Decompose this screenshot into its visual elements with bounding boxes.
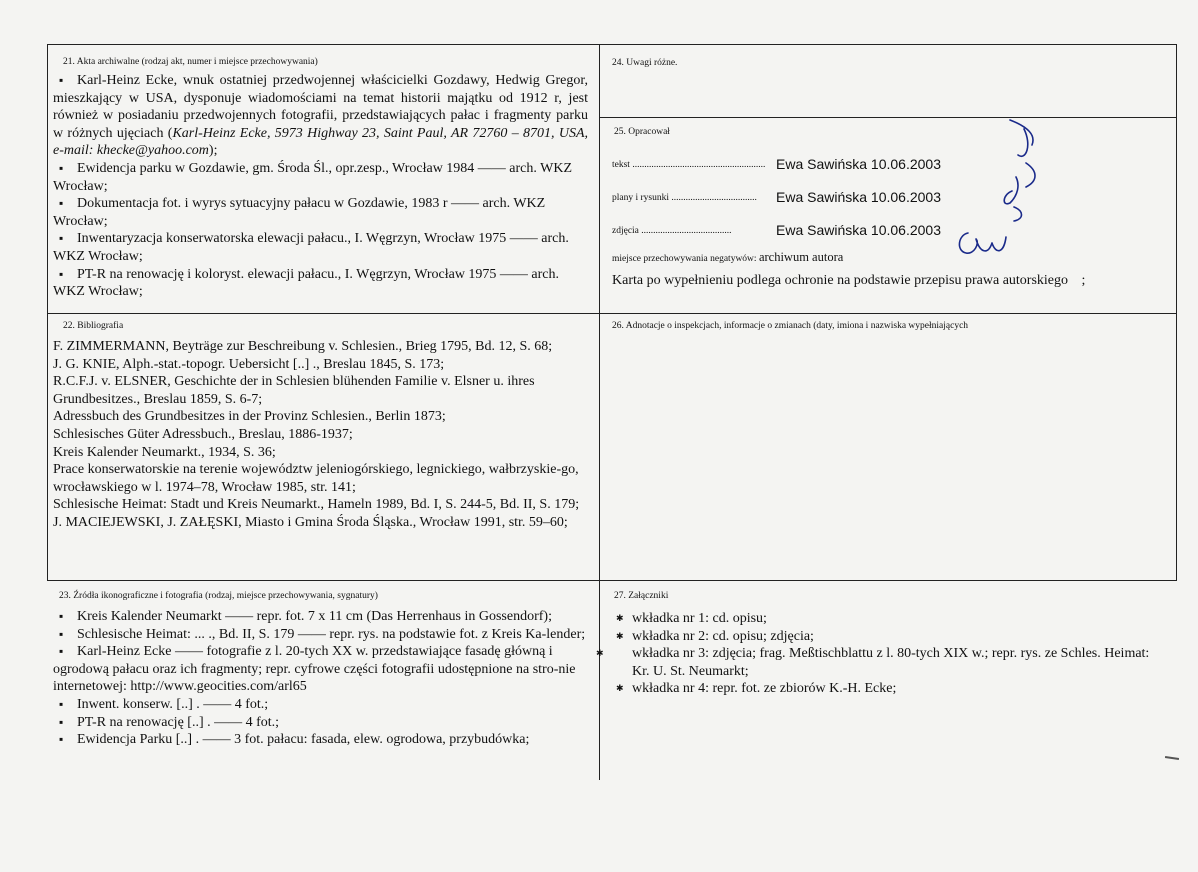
section-21 xyxy=(53,56,588,301)
bibliography-entry: Adressbuch des Grundbesitzes in der Provinz Schlesien., Berlin 1873; xyxy=(53,409,446,425)
row-zdjecia xyxy=(612,222,1172,238)
section-22-heading: 22. Bibliografia xyxy=(63,321,124,331)
handwritten-signature xyxy=(940,115,1055,275)
list-item: ▪ Karl-Heinz Ecke —— fotografie z l. 20-tych XX w. przedstawiające fasadę główną i ogrodową pałacu oraz ich fragmenty; repr. cyfrowe części fotografii udostępnione na stro-nie internetowej: http://www.geocities.com/arl65 xyxy=(53,643,590,696)
section-22 xyxy=(53,320,590,532)
zdjecia-value: Ewa Sawińska 10.06.2003 xyxy=(776,222,941,238)
attachment-item: ✱ wkładka nr 1: cd. opisu; xyxy=(612,610,1167,628)
list-item: ▪ PT-R na renowację [..] . —— 4 fot.; xyxy=(53,714,590,732)
copyright-note-text: Karta po wypełnieniu podlega ochronie na podstawie przepisu prawa autorskiego xyxy=(612,273,1069,288)
section-27-heading: 27. Załączniki xyxy=(614,591,669,601)
bibliography-entry: J. MACIEJEWSKI, J. ZAŁĘSKI, Miasto i Gmina Środa Śląska., Wrocław 1991, str. 59–60; xyxy=(53,514,568,530)
dots: .................................... xyxy=(671,193,757,203)
plany-label: plany i rysunki xyxy=(612,193,669,203)
list-item: ▪ Kreis Kalender Neumarkt —— repr. fot. 7 x 11 cm (Das Herrenhaus in Gossendorf); xyxy=(53,608,590,626)
bibliography-entry: Schlesisches Güter Adressbuch., Breslau, 1886-1937; xyxy=(53,426,353,442)
section-26-heading: 26. Adnotacje o inspekcjach, informacje o zmianach (daty, imiona i nazwiska wypełniających xyxy=(612,321,969,331)
tekst-value: Ewa Sawińska 10.06.2003 xyxy=(776,156,941,172)
list-item: ▪ Inwent. konserw. [..] . —— 4 fot.; xyxy=(53,696,590,714)
list-item: ▪ Inwentaryzacja konserwatorska elewacji pałacu., I. Węgrzyn, Wrocław 1975 —— arch. WKZ Wrocław; xyxy=(53,230,588,265)
copyright-note-end: ; xyxy=(1081,273,1086,288)
bibliography-entry: J. G. KNIE, Alph.-stat.-topogr. Uebersicht [..] ., Breslau 1845, S. 173; xyxy=(53,356,445,372)
section-23-heading: 23. Źródła ikonograficzne i fotografia (rodzaj, miejsce przechowywania, sygnatury) xyxy=(59,591,378,601)
list-item: ▪ Karl-Heinz Ecke, wnuk ostatniej przedwojennej właścicielki Gozdawy, Hedwig Gregor, mieszkający w USA, dysponuje wiadomościami na temat historii majątku od 1912 r, jest również w posiadaniu przedwojennych fotografii, przedstawiających pałac i fragmenty parku w różnych ujęciach (Karl-Heinz Ecke, 5973 Highway 23, Saint Paul, AR 72760 – 8701, USA, e-mail: khecke@yahoo.com); xyxy=(53,72,588,160)
plany-value: Ewa Sawińska 10.06.2003 xyxy=(776,189,941,205)
section-21-heading: 21. Akta archiwalne (rodzaj akt, numer i miejsce przechowywania) xyxy=(63,57,318,67)
negatywy-label: miejsce przechowywania negatywów: xyxy=(612,254,757,264)
bibliography-entry: Prace konserwatorskie na terenie województw jeleniogórskiego, legnickiego, wałbrzyskie-go, wrocławskiego w l. 1974–78, Wrocław 1985, str. 141; xyxy=(53,462,579,495)
row-negatywy xyxy=(612,250,1172,265)
bibliography-entry: Schlesische Heimat: Stadt und Kreis Neumarkt., Hameln 1989, Bd. I, S. 244-5, Bd. II, S. 179; xyxy=(53,497,580,513)
attachment-item: ✱ wkładka nr 3: zdjęcia; frag. Meßtischblattu z l. 80-tych XIX w.; repr. rys. ze Schles. Heimat: Kr. U. St. Neumarkt; xyxy=(612,645,1167,680)
left-border xyxy=(47,44,48,581)
bibliography-entry: R.C.F.J. v. ELSNER, Geschichte der in Schlesien blühenden Familie v. Elsner u. ihres Grundbesitzes., Breslau 1859, S. 6-7; xyxy=(53,374,535,407)
zdjecia-label: zdjęcia xyxy=(612,226,639,236)
row-divider-1 xyxy=(47,313,1177,314)
row-tekst xyxy=(612,156,1172,172)
list-item: ▪ PT-R na renowację i koloryst. elewacji pałacu., I. Węgrzyn, Wrocław 1975 —— arch. WKZ Wrocław; xyxy=(53,266,588,301)
list-item: ▪ Dokumentacja fot. i wyrys sytuacyjny pałacu w Gozdawie, 1983 r —— arch. WKZ Wrocław; xyxy=(53,195,588,230)
row-plany xyxy=(612,189,1172,205)
scan-mark xyxy=(1165,756,1179,760)
right-border xyxy=(1176,44,1177,581)
section-24-heading: 24. Uwagi różne. xyxy=(612,58,678,68)
attachment-item: ✱ wkładka nr 2: cd. opisu; zdjęcia; xyxy=(612,628,1167,646)
bibliography-entry: F. ZIMMERMANN, Beyträge zur Beschreibung v. Schlesien., Brieg 1795, Bd. 12, S. 68; xyxy=(53,339,553,354)
list-item: ▪ Schlesische Heimat: ... ., Bd. II, S. 179 —— repr. rys. na podstawie fot. z Kreis Ka-lender; xyxy=(53,626,590,644)
copyright-note xyxy=(612,273,1085,289)
center-divider xyxy=(599,44,600,780)
dots: ........................................................ xyxy=(632,160,766,170)
bibliography-entry: Kreis Kalender Neumarkt., 1934, S. 36; xyxy=(53,444,276,460)
section-23 xyxy=(53,590,590,749)
list-item: ▪ Ewidencja Parku [..] . —— 3 fot. pałacu: fasada, elew. ogrodowa, przybudówka; xyxy=(53,731,590,749)
section-25-heading: 25. Opracował xyxy=(614,127,670,137)
row-divider-24-25 xyxy=(600,117,1177,118)
attachment-item: ✱ wkładka nr 4: repr. fot. ze zbiorów K.-H. Ecke; xyxy=(612,680,1167,698)
top-border xyxy=(47,44,1177,45)
negatywy-value: archiwum autora xyxy=(758,250,844,264)
tekst-label: tekst xyxy=(612,160,630,170)
section-27 xyxy=(612,590,1167,698)
dots: ...................................... xyxy=(641,226,732,236)
list-item: ▪ Ewidencja parku w Gozdawie, gm. Środa Śl., opr.zesp., Wrocław 1984 —— arch. WKZ Wrocław; xyxy=(53,160,588,195)
row-divider-2 xyxy=(47,580,1177,581)
